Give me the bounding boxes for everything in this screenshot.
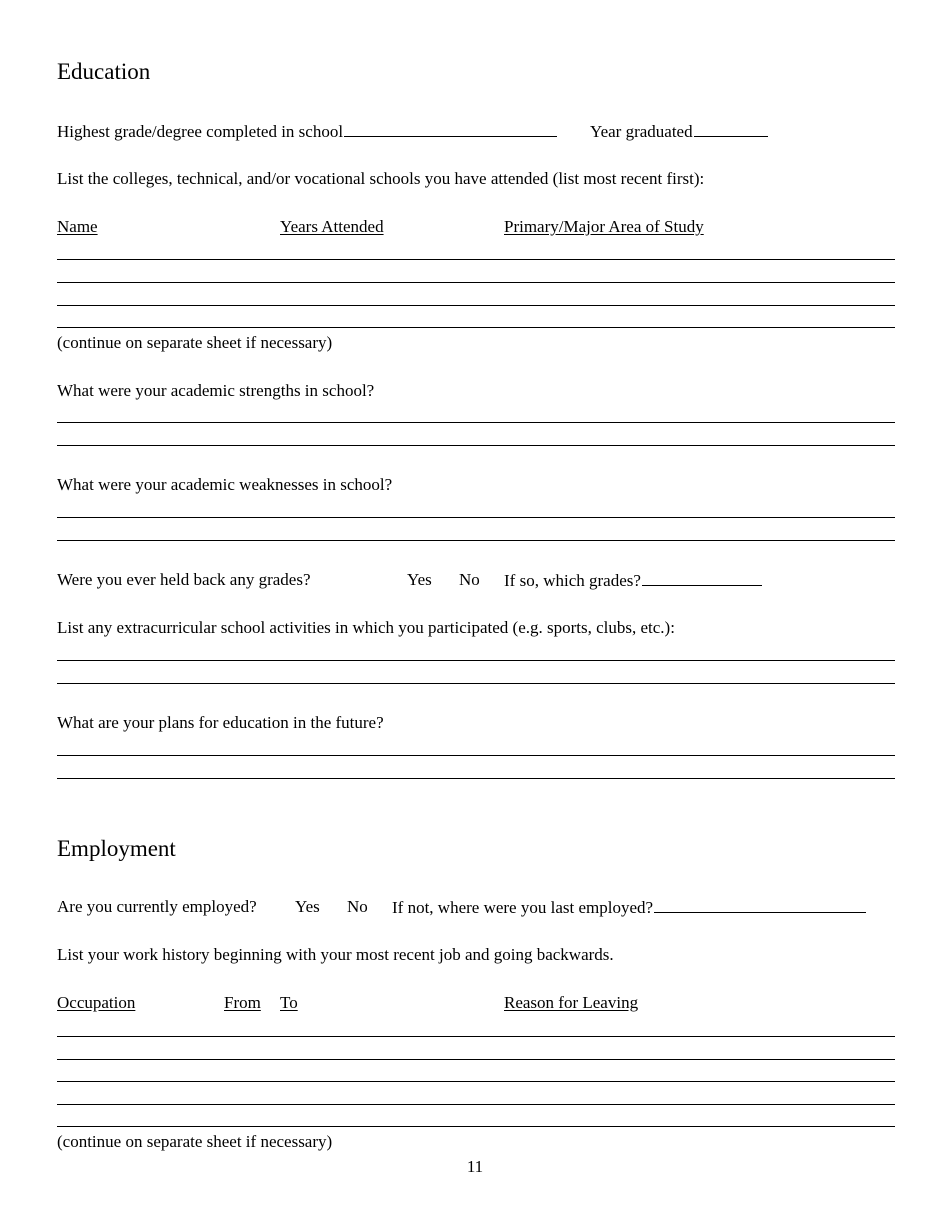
column-major: Primary/Major Area of Study bbox=[504, 217, 704, 236]
school-line-3[interactable] bbox=[57, 305, 895, 306]
work-line-2[interactable] bbox=[57, 1059, 895, 1060]
employed-yes-option[interactable]: Yes bbox=[295, 897, 320, 916]
currently-employed-question: Are you currently employed? bbox=[57, 897, 257, 916]
extracurricular-line-1[interactable] bbox=[57, 660, 895, 661]
education-heading: Education bbox=[57, 59, 151, 84]
held-back-no-option[interactable]: No bbox=[459, 570, 480, 589]
column-to: To bbox=[280, 993, 298, 1012]
employment-heading: Employment bbox=[57, 836, 176, 861]
weaknesses-line-2[interactable] bbox=[57, 540, 895, 541]
future-plans-question: What are your plans for education in the future? bbox=[57, 713, 384, 732]
strengths-line-2[interactable] bbox=[57, 445, 895, 446]
highest-grade-row bbox=[57, 121, 557, 142]
year-graduated-field[interactable] bbox=[694, 121, 768, 137]
column-reason-for-leaving: Reason for Leaving bbox=[504, 993, 639, 1012]
column-from: From bbox=[224, 993, 261, 1012]
schools-instruction: List the colleges, technical, and/or vocational schools you have attended (list most recent first): bbox=[57, 169, 705, 188]
held-back-yes-option[interactable]: Yes bbox=[407, 570, 432, 589]
year-graduated-row bbox=[590, 121, 768, 142]
school-line-1[interactable] bbox=[57, 259, 895, 260]
work-line-3[interactable] bbox=[57, 1081, 895, 1082]
extracurricular-line-2[interactable] bbox=[57, 683, 895, 684]
education-continue-note: (continue on separate sheet if necessary) bbox=[57, 333, 333, 352]
last-employed-label: If not, where were you last employed? bbox=[392, 898, 654, 917]
column-name: Name bbox=[57, 217, 98, 236]
held-back-question: Were you ever held back any grades? bbox=[57, 570, 311, 589]
future-plans-line-1[interactable] bbox=[57, 755, 895, 756]
work-history-instruction: List your work history beginning with your most recent job and going backwards. bbox=[57, 945, 614, 964]
which-grades-label: If so, which grades? bbox=[504, 571, 641, 590]
which-grades-row bbox=[504, 570, 762, 591]
page-number: 11 bbox=[466, 1157, 484, 1176]
highest-grade-field[interactable] bbox=[344, 121, 557, 137]
column-years-attended: Years Attended bbox=[280, 217, 384, 236]
extracurricular-question: List any extracurricular school activities in which you participated (e.g. sports, clubs, etc.): bbox=[57, 618, 675, 637]
last-employed-field[interactable] bbox=[654, 897, 866, 913]
year-graduated-label: Year graduated bbox=[590, 122, 693, 141]
which-grades-field[interactable] bbox=[642, 570, 762, 586]
strengths-line-1[interactable] bbox=[57, 422, 895, 423]
strengths-question: What were your academic strengths in school? bbox=[57, 381, 375, 400]
work-line-4[interactable] bbox=[57, 1104, 895, 1105]
highest-grade-label: Highest grade/degree completed in school bbox=[57, 122, 344, 141]
employment-continue-note: (continue on separate sheet if necessary) bbox=[57, 1132, 333, 1151]
future-plans-line-2[interactable] bbox=[57, 778, 895, 779]
column-occupation: Occupation bbox=[57, 993, 136, 1012]
work-line-5[interactable] bbox=[57, 1126, 895, 1127]
school-line-2[interactable] bbox=[57, 282, 895, 283]
weaknesses-question: What were your academic weaknesses in school? bbox=[57, 475, 393, 494]
last-employed-row bbox=[392, 897, 866, 918]
weaknesses-line-1[interactable] bbox=[57, 517, 895, 518]
employed-no-option[interactable]: No bbox=[347, 897, 368, 916]
work-line-1[interactable] bbox=[57, 1036, 895, 1037]
school-line-4[interactable] bbox=[57, 327, 895, 328]
